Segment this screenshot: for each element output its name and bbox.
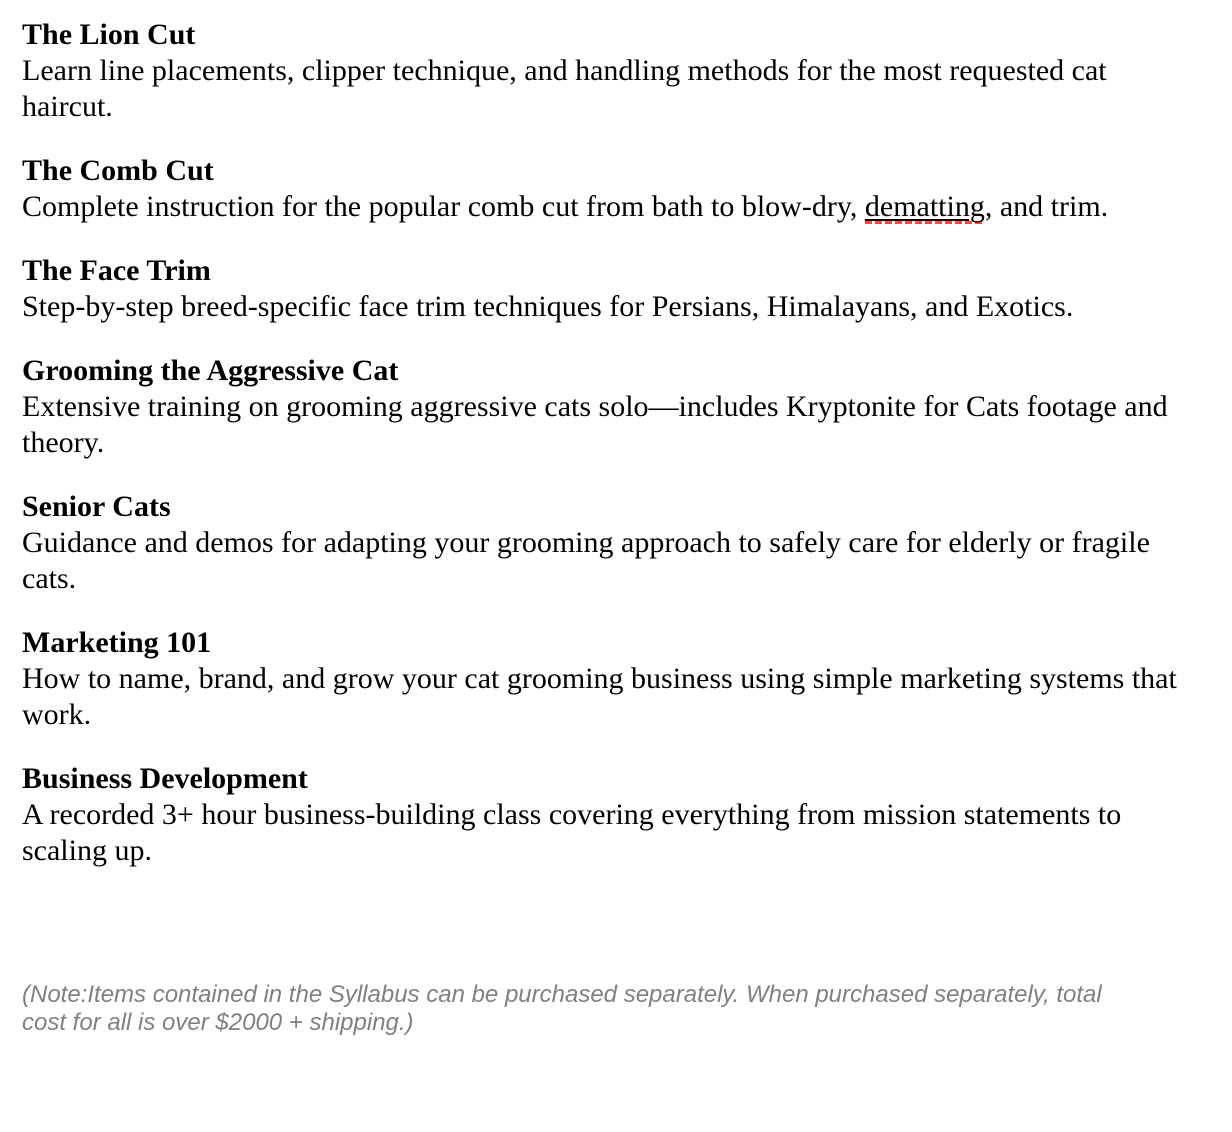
text-segment: haircut. xyxy=(22,90,113,123)
course-description-line xyxy=(22,697,1212,733)
note-line: cost for all is over $2000 + shipping.) xyxy=(22,1009,414,1036)
course-description-line xyxy=(22,53,1212,89)
course-section xyxy=(22,153,1212,225)
course-description-line xyxy=(22,797,1212,833)
course-title: Grooming the Aggressive Cat xyxy=(22,354,399,387)
course-title: Marketing 101 xyxy=(22,626,212,659)
text-segment: work. xyxy=(22,698,92,731)
text-segment: , and trim. xyxy=(984,190,1109,223)
text-segment: Complete instruction for the popular comb cut from bath to blow-dry, xyxy=(22,190,865,223)
course-section xyxy=(22,489,1212,597)
course-section xyxy=(22,253,1212,325)
course-section xyxy=(22,17,1212,125)
course-title: The Face Trim xyxy=(22,254,211,287)
course-title: Business Development xyxy=(22,762,308,795)
course-section xyxy=(22,353,1212,461)
course-description-line xyxy=(22,289,1212,325)
text-segment: Guidance and demos for adapting your grooming approach to safely care for elderly or fragile xyxy=(22,526,1150,559)
course-description-line xyxy=(22,561,1212,597)
text-segment: How to name, brand, and grow your cat grooming business using simple marketing systems that xyxy=(22,662,1177,695)
note-text xyxy=(22,981,1212,1037)
text-segment: Learn line placements, clipper technique, and handling methods for the most requested cat xyxy=(22,54,1107,87)
course-description-line xyxy=(22,661,1212,697)
course-list xyxy=(22,17,1212,869)
course-title: The Lion Cut xyxy=(22,18,196,51)
text-segment: Extensive training on grooming aggressive cats solo—includes Kryptonite for Cats footage and xyxy=(22,390,1168,423)
misspelled-word[interactable]: dematting xyxy=(864,190,985,223)
text-segment: scaling up. xyxy=(22,834,152,867)
text-segment: A recorded 3+ hour business-building class covering everything from mission statements to xyxy=(22,798,1122,831)
course-description-line xyxy=(22,425,1212,461)
course-description-line xyxy=(22,89,1212,125)
note-line: (Note:Items contained in the Syllabus can be purchased separately. When purchased separately, total xyxy=(22,981,1102,1008)
course-title: The Comb Cut xyxy=(22,154,214,187)
course-description-line xyxy=(22,389,1212,425)
course-section xyxy=(22,761,1212,869)
course-section xyxy=(22,625,1212,733)
text-segment: theory. xyxy=(22,426,105,459)
text-segment: Step-by-step breed-specific face trim techniques for Persians, Himalayans, and Exotics. xyxy=(22,290,1074,323)
course-title: Senior Cats xyxy=(22,490,171,523)
course-description-line xyxy=(22,525,1212,561)
course-description-line xyxy=(22,189,1212,225)
course-description-line xyxy=(22,833,1212,869)
text-segment: cats. xyxy=(22,562,77,595)
